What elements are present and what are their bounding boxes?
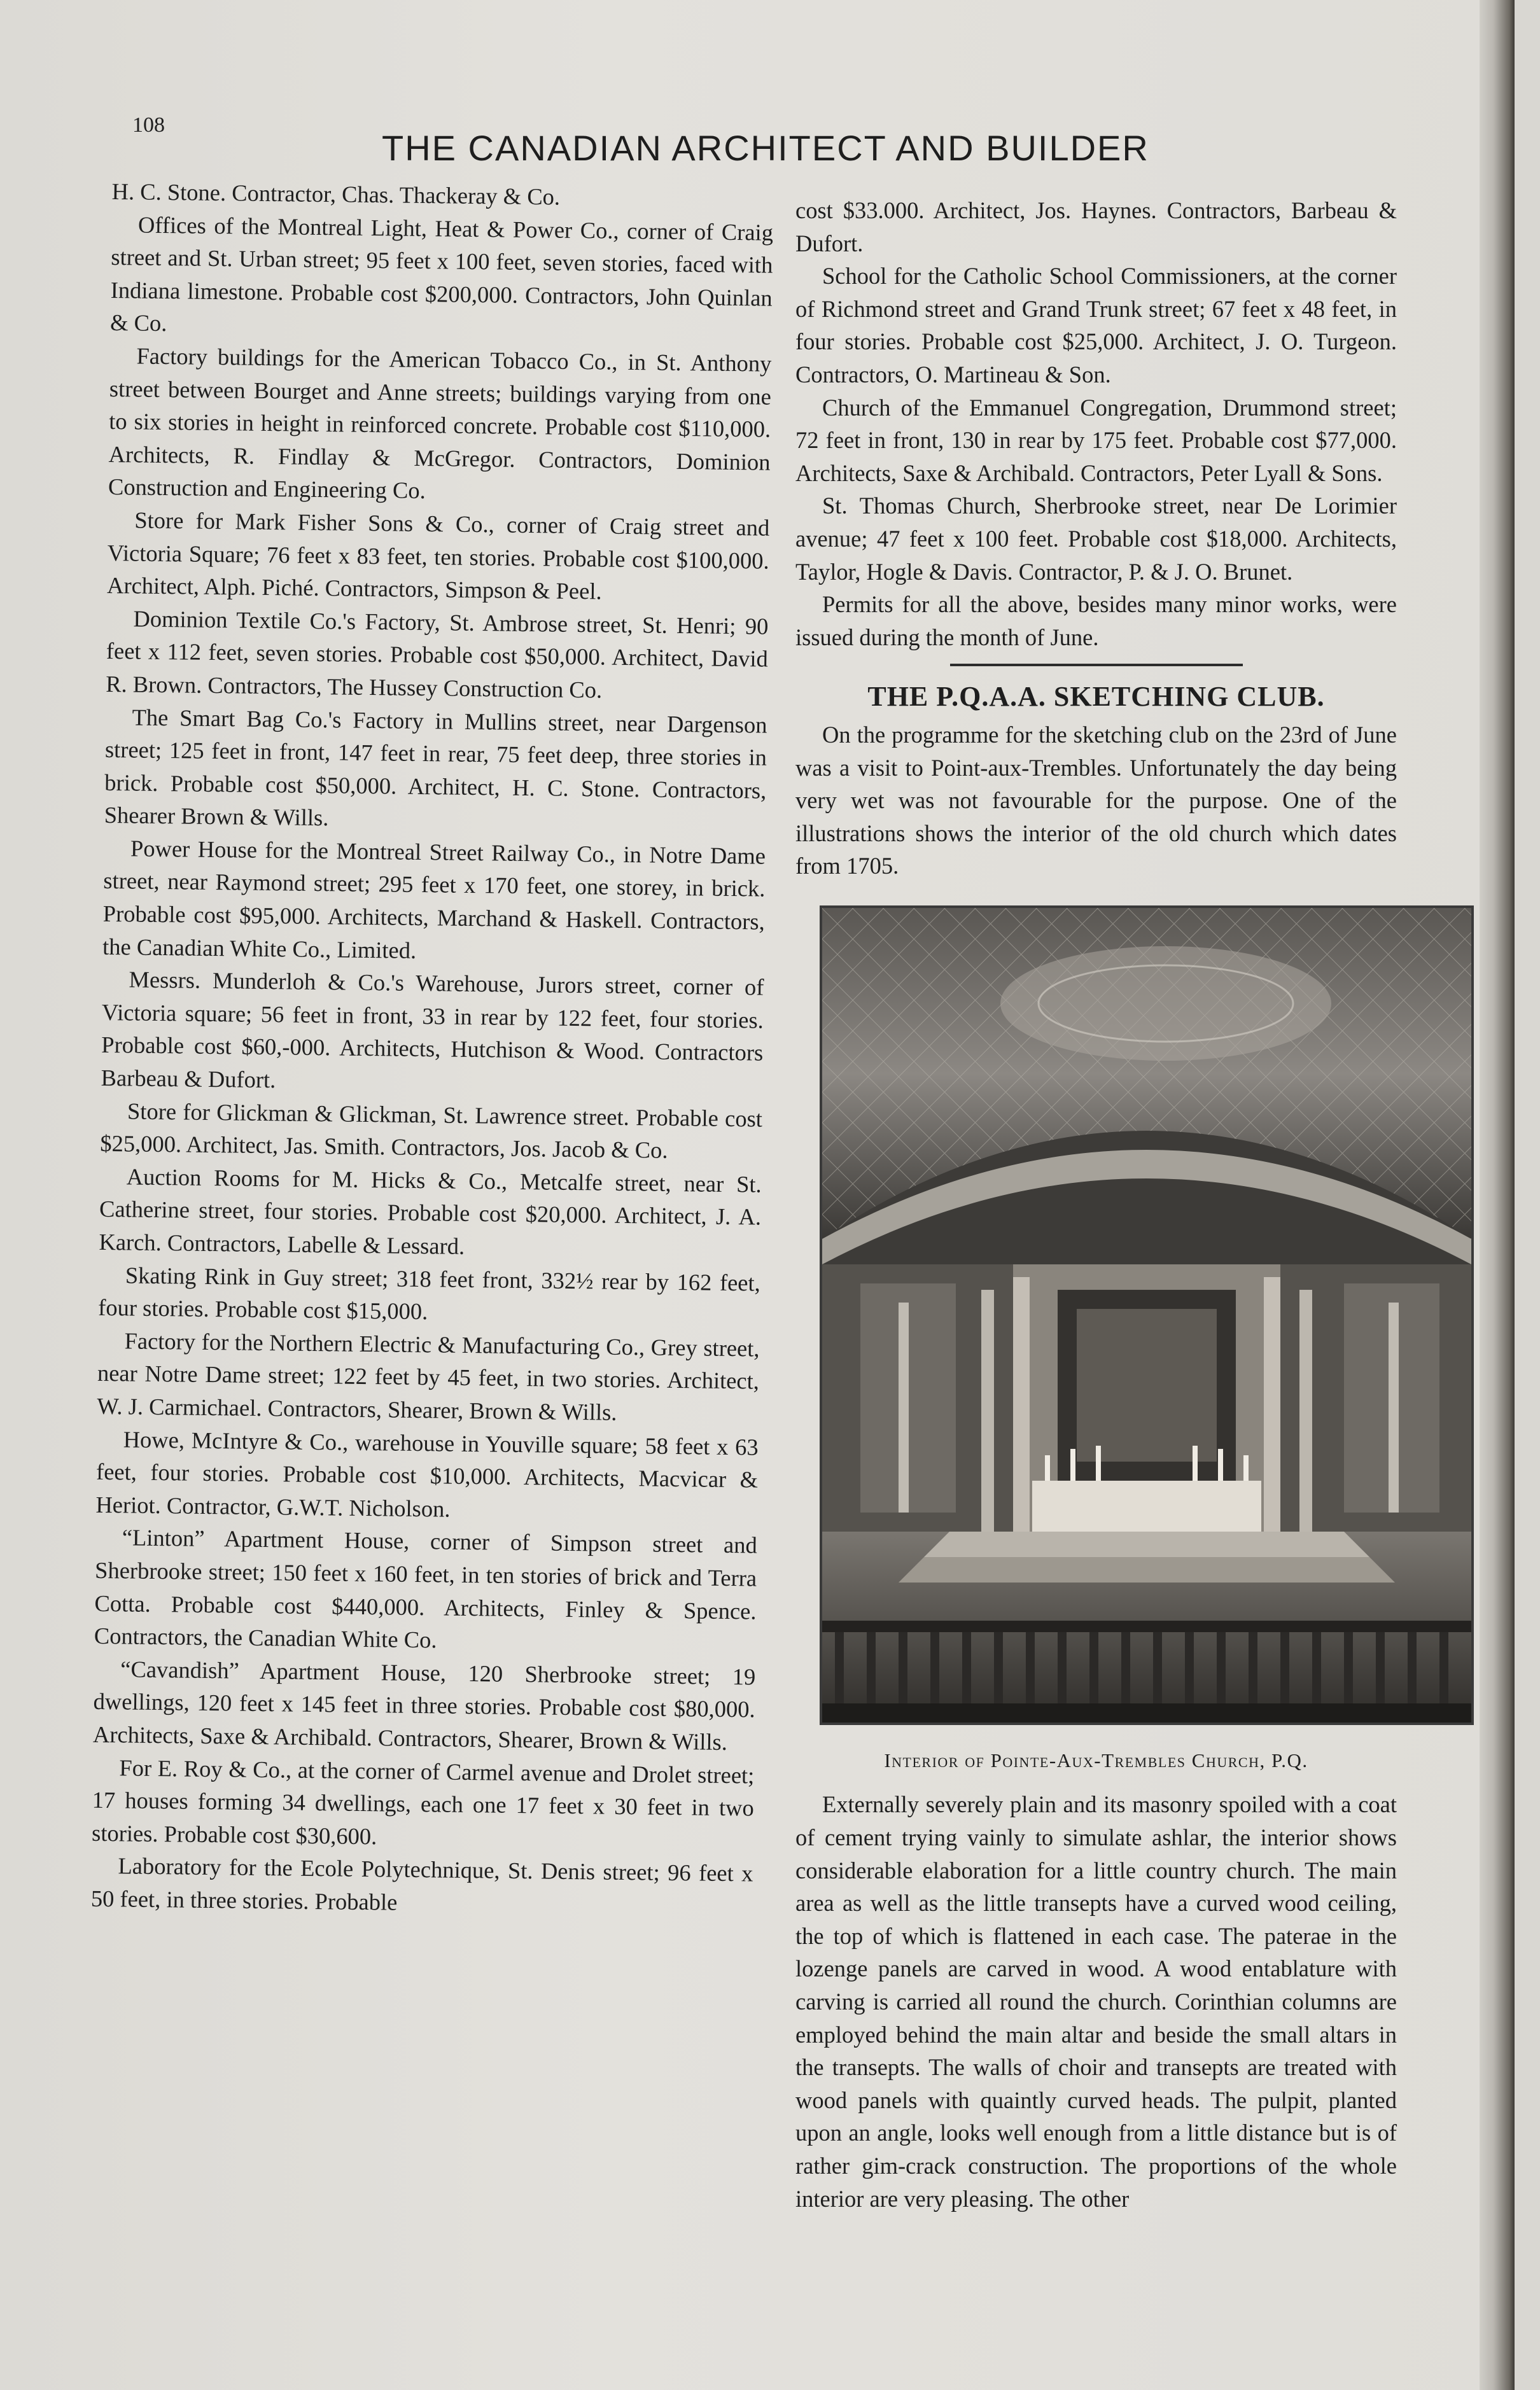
- paragraph: Factory for the Northern Electric & Manufacturing Co., Grey street, near Notre Dame street; 122 feet by 45 feet, in two stories. Architect, W. J. Carmichael. Contractors, Shearer, Brown & Wills.: [97, 1327, 760, 1425]
- left-column: [91, 175, 774, 1923]
- paragraph: The Smart Bag Co.'s Factory in Mullins street, near Dargenson street; 125 feet in front, 147 feet in rear, 75 feet deep, three stories in brick. Probable cost $50,000. Architect, H. C. Stone. Contractors, Shearer Brown & Wills.: [104, 703, 767, 831]
- page-number: 108: [132, 113, 165, 137]
- paragraph: Store for Mark Fisher Sons & Co., corner of Craig street and Victoria Square; 76 feet x 83 feet, ten stories. Probable cost $100,000. Architect, Alph. Piché. Contractors, Simpson & Peel.: [106, 507, 770, 604]
- paragraph: “Linton” Apartment House, corner of Simpson street and Sherbrooke street; 150 feet x 160 feet, in ten stories of brick and Terra Cotta. Probable cost $440,000. Architects, Finley & Spence. Contractors, the Canadian White Co.: [94, 1524, 758, 1653]
- section-title: THE P.Q.A.A. SKETCHING CLUB.: [867, 681, 1325, 713]
- paragraph: Factory buildings for the American Tobacco Co., in St. Anthony street between Bourget and Anne streets; buildings varying from one to six stories in height in reinforced concrete. Probable cost $110,000. Architects, R. Findlay & McGregor. Contractors, Dominion Construction and Engineering Co.: [108, 342, 772, 504]
- paragraph: “Cavandish” Apartment House, 120 Sherbrooke street; 19 dwellings, 120 feet x 145 feet in three stories. Probable cost $80,000. Architects, Saxe & Archibald. Contractors, Shearer, Brown & Wills.: [92, 1656, 756, 1755]
- running-head-title: THE CANADIAN ARCHITECT AND BUILDER: [382, 128, 1149, 168]
- paragraph: Permits for all the above, besides many minor works, were issued during the month of June.: [795, 591, 1397, 650]
- church-interior-photo: [820, 905, 1474, 1725]
- section-body: Externally severely plain and its masonry spoiled with a coat of cement trying vainly to simulate ashlar, the interior shows considerable elaboration for a little country church. The main area as well as the little transepts have a curved wood ceiling, the top of which is flattened in each case. The paterae in the lozenge panels are carved in wood. A wood entablature with carving is carried all round the church. Corinthian columns are employed behind the main altar and beside the small altars in the transepts. The walls of choir and transepts are treated with wood panels with quaintly curved heads. The pulpit, planted upon an angle, looks well enough from a little distance but is of rather gim-crack construction. The proportions of the whole interior are very pleasing. The other: [795, 1791, 1397, 2212]
- figure-caption: Interior of Pointe-Aux-Trembles Church, P.Q.: [884, 1749, 1308, 1772]
- paragraph: St. Thomas Church, Sherbrooke street, near De Lorimier avenue; 47 feet x 100 feet. Probable cost $18,000. Architects, Taylor, Hogle & Davis. Contractor, P. & J. O. Brunet.: [795, 493, 1397, 585]
- paragraph: Church of the Emmanuel Congregation, Drummond street; 72 feet in front, 130 in rear by 175 feet. Probable cost $77,000. Architects, Saxe & Archibald. Contractors, Peter Lyall & Sons.: [795, 394, 1397, 486]
- book-binding-edge: [1480, 0, 1515, 2390]
- paragraph: Dominion Textile Co.'s Factory, St. Ambrose street, St. Henri; 90 feet x 112 feet, seven stories. Probable cost $50,000. Architect, David R. Brown. Contractors, The Hussey Construction Co.: [105, 605, 769, 703]
- paragraph: Offices of the Montreal Light, Heat & Power Co., corner of Craig street and St. Urban street; 95 feet x 100 feet, seven stories, faced with Indiana limestone. Probable cost $200,000. Contractors, John Quinlan & Co.: [109, 211, 774, 337]
- paragraph: Store for Glickman & Glickman, St. Lawrence street. Probable cost $25,000. Architect, Jas. Smith. Contractors, Jos. Jacob & Co.: [100, 1098, 763, 1164]
- paragraph: cost $33.000. Architect, Jos. Haynes. Contractors, Barbeau & Dufort.: [795, 197, 1397, 256]
- paragraph: For E. Roy & Co., at the corner of Carmel avenue and Drolet street; 17 houses forming 34 dwellings, each one 17 feet x 30 feet in two stories. Probable cost $30,600.: [91, 1754, 755, 1849]
- paragraph: Messrs. Munderloh & Co.'s Warehouse, Jurors street, corner of Victoria square; 56 feet in front, 33 in rear by 122 feet, four stories. Probable cost $60,-000. Architects, Hutchison & Wood. Contractors Barbeau & Dufort.: [101, 966, 764, 1093]
- paragraph: Skating Rink in Guy street; 318 feet front, 332½ rear by 162 feet, four stories. Probable cost $15,000.: [98, 1261, 761, 1325]
- right-column: [795, 194, 1397, 2215]
- section-divider: [950, 664, 1243, 666]
- paragraph: School for the Catholic School Commissioners, at the corner of Richmond street and Grand Trunk street; 67 feet x 48 feet, in four stories. Probable cost $25,000. Architect, J. O. Turgeon. Contractors, O. Martineau & Son.: [795, 263, 1397, 388]
- paragraph: Auction Rooms for M. Hicks & Co., Metcalfe street, near St. Catherine street, four stories. Probable cost $20,000. Architect, J. A. Karch. Contractors, Labelle & Lessard.: [99, 1163, 762, 1259]
- section-intro: On the programme for the sketching club on the 23rd of June was a visit to Point-aux-Trembles. Unfortunately the day being very wet was not favourable for the purpose. One of the illustrations shows the interior of the old church which dates from 1705.: [795, 721, 1397, 879]
- paragraph: Laboratory for the Ecole Polytechnique, St. Denis street; 96 feet x 50 feet, in three stories. Probable: [90, 1852, 753, 1915]
- paragraph: H. C. Stone. Contractor, Chas. Thackeray & Co.: [111, 178, 561, 210]
- paragraph: Howe, McIntyre & Co., warehouse in Youville square; 58 feet x 63 feet, four stories. Probable cost $10,000. Architects, Macvicar & Heriot. Contractor, G.W.T. Nicholson.: [95, 1425, 759, 1522]
- paragraph: Power House for the Montreal Street Railway Co., in Notre Dame street, near Raymond street; 295 feet x 170 feet, one storey, in brick. Probable cost $95,000. Architects, Marchand & Haskell. Contractors, the Canadian White Co., Limited.: [102, 835, 766, 963]
